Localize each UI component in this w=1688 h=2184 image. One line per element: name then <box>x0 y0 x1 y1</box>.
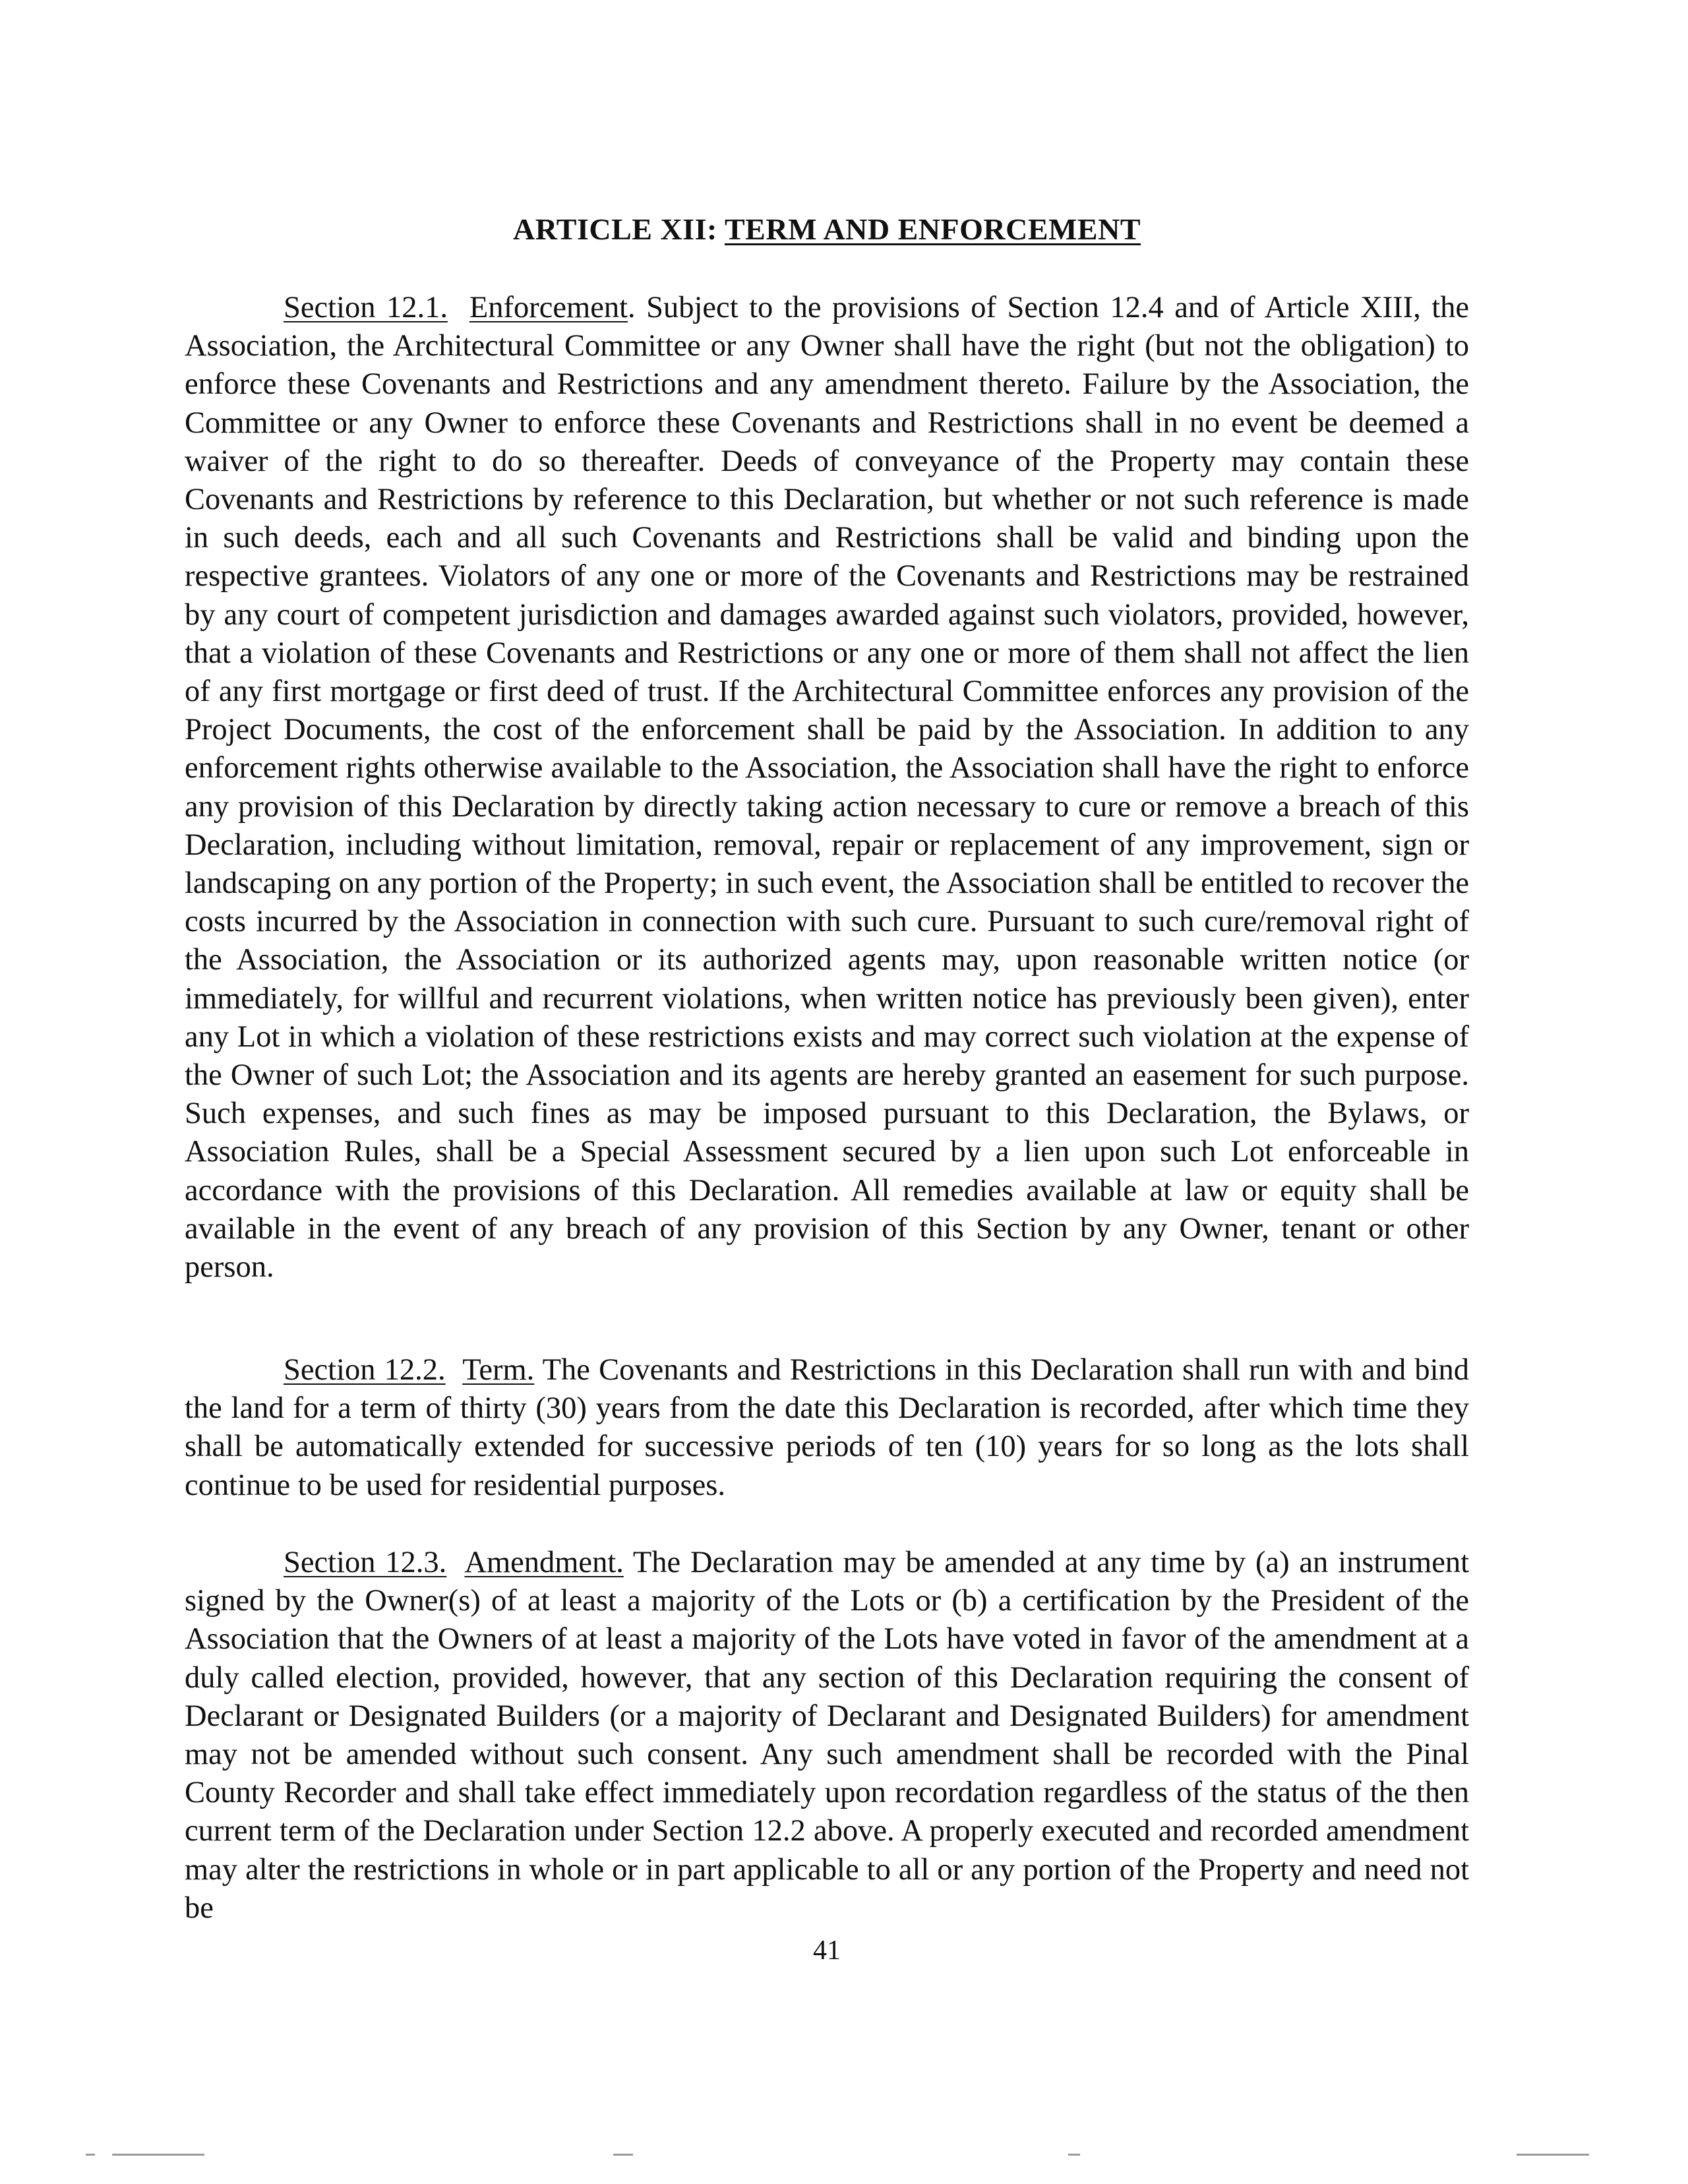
scan-speck <box>112 2154 204 2156</box>
section-label: Section 12.1. <box>284 291 448 324</box>
section-title: Enforcement <box>469 291 628 324</box>
scan-speck <box>1517 2154 1589 2156</box>
section-body: The Declaration may be amended at any time by (a) an instrument signed by the Owner(s) of at least a majority of the Lots or (b) a certification by the President of the Association that the Owners of at least a majority of the Lots have voted in favor of the amendment at a duly called election, provided, however, that any section of this Declaration requiring the consent of Declarant or Designated Builders (or a majority of Declarant and Designated Builders) for amendment may not be amended without such consent. Any such amendment shall be recorded with the Pinal County Recorder and shall take effect immediately upon recordation regardless of the status of the then current term of the Declaration under Section 12.2 above. A properly executed and recorded amendment may alter the restrictions in whole or in part applicable to all or any portion of the Property and need not be <box>185 1546 1470 1925</box>
article-number: ARTICLE XII: <box>512 212 717 246</box>
scan-speck <box>1068 2154 1080 2156</box>
article-heading <box>185 211 1469 248</box>
section-label: Section 12.2. <box>284 1353 446 1387</box>
scan-speck <box>86 2154 95 2156</box>
section-title: Term. <box>462 1353 535 1387</box>
section-title-punctuation: . <box>628 291 636 324</box>
page-number: 41 <box>813 1935 841 1966</box>
section-body: The Covenants and Restrictions in this Declaration shall run with and bind the land for a term of thirty (30) years from the date this Declaration is recorded, after which time they shall be automatically extended for successive periods of ten (10) years for so long as the lots shall continue to be used for residential purposes. <box>185 1353 1469 1502</box>
section-12-1-enforcement <box>185 289 1469 1287</box>
section-title: Amendment. <box>464 1546 624 1579</box>
document-page <box>185 0 1469 2184</box>
section-12-2-term <box>185 1351 1469 1505</box>
scan-speck <box>613 2154 633 2156</box>
article-title: TERM AND ENFORCEMENT <box>724 212 1141 246</box>
section-body: Subject to the provisions of Section 12.4 and of Article XIII, the Association, the Architectural Committee or any Owner shall have the right (but not the obligation) to enforce these Covenants and Restrictions and any amendment thereto. Failure by the Association, the Committee or any Owner to enforce these Covenants and Restrictions shall in no event be deemed a waiver of the right to do so thereafter. Deeds of conveyance of the Property may contain these Covenants and Restrictions by reference to this Declaration, but whether or not such reference is made in such deeds, each and all such Covenants and Restrictions shall be valid and binding upon the respective grantees. Violators of any one or more of the Covenants and Restrictions may be restrained by any court of competent jurisdiction and damages awarded against such violators, provided, however, that a violation of these Covenants and Restrictions or any one or more of them shall not affect the lien of any first mortgage or first deed of trust. If the Architectural Committee enforces any provision of the Project Documents, the cost of the enforcement shall be paid by the Association. In addition to any enforcement rights otherwise available to the Association, the Association shall have the right to enforce any provision of this Declaration by directly taking action necessary to cure or remove a breach of this Declaration, including without limitation, removal, repair or replacement of any improvement, sign or landscaping on any portion of the Property; in such event, the Association shall be entitled to recover the costs incurred by the Association in connection with such cure. Pursuant to such cure/removal right of the Association, the Association or its authorized agents may, upon reasonable written notice (or immediately, for willful and recurrent violations, when written notice has previously been given), enter any Lot in which a violation of these restrictions exists and may correct such violation at the expense of the Owner of such Lot; the Association and its agents are hereby granted an easement for such purpose. Such expenses, and such fines as may be imposed pursuant to this Declaration, the Bylaws, or Association Rules, shall be a Special Assessment secured by a lien upon such Lot enforceable in accordance with the provisions of this Declaration. All remedies available at law or equity shall be available in the event of any breach of any provision of this Section by any Owner, tenant or other person. <box>185 291 1470 1285</box>
section-label: Section 12.3. <box>284 1546 447 1579</box>
scan-artifacts <box>0 2148 1688 2162</box>
section-12-3-amendment <box>185 1544 1469 1927</box>
